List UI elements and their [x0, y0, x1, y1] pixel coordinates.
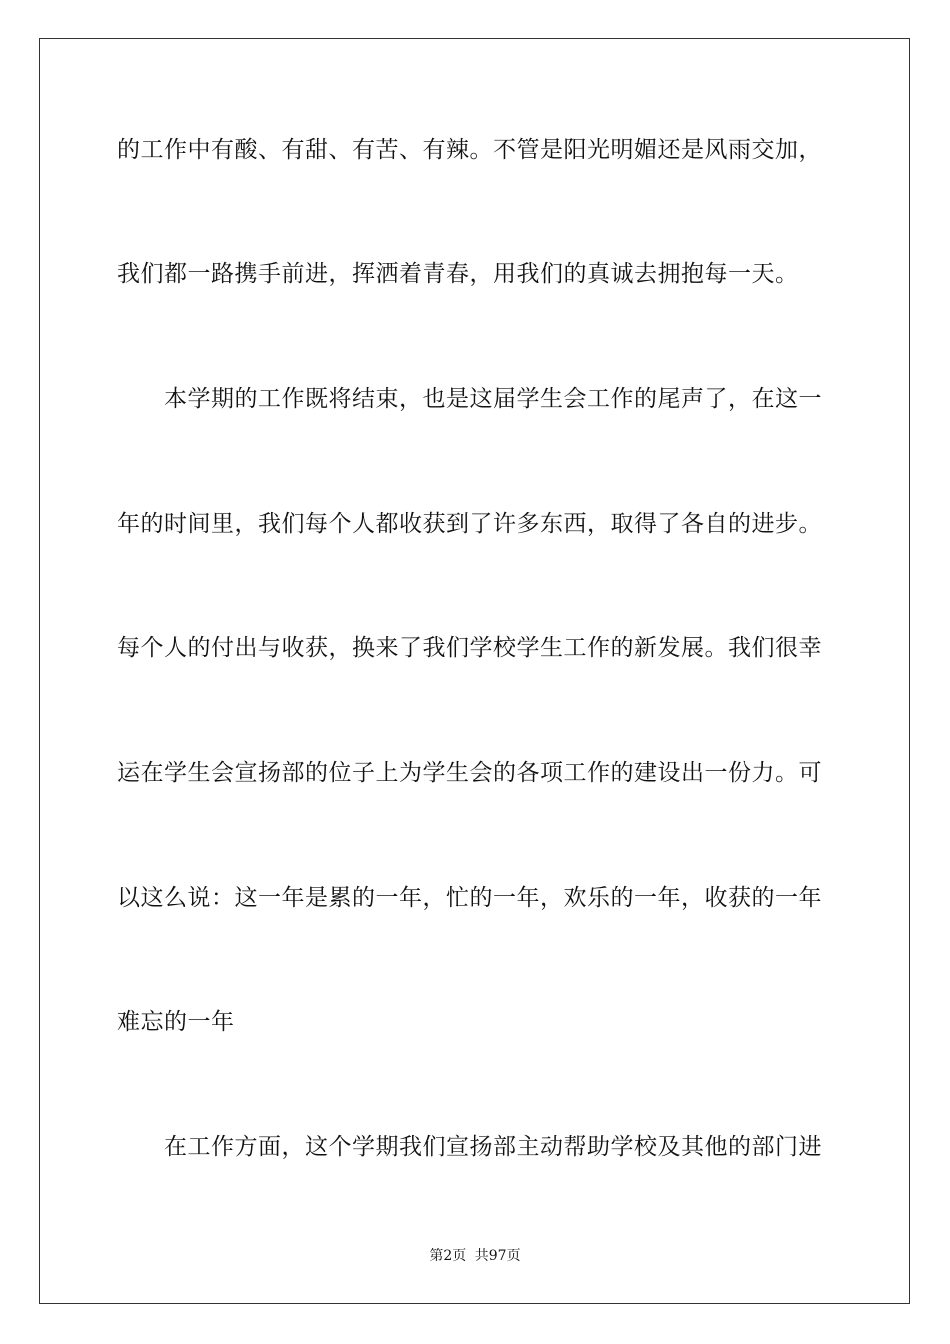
- page-frame: [39, 38, 910, 1304]
- text-line-6: 运在学生会宣扬部的位子上为学生会的各项工作的建设出一份力。可: [117, 760, 822, 786]
- text-line-7: 以这么说：这一年是累的一年，忙的一年，欢乐的一年，收获的一年: [117, 885, 822, 911]
- page-footer: [0, 1247, 950, 1265]
- text-line-4: 年的时间里，我们每个人都收获到了许多东西，取得了各自的进步。: [117, 511, 822, 537]
- page-number: 第2页: [429, 1248, 467, 1264]
- text-line-5: 每个人的付出与收获，换来了我们学校学生工作的新发展。我们很幸: [117, 635, 822, 661]
- text-line-9: 在工作方面，这个学期我们宣扬部主动帮助学校及其他的部门进: [164, 1134, 822, 1160]
- text-line-2: 我们都一路携手前进，挥洒着青春，用我们的真诚去拥抱每一天。: [117, 261, 799, 287]
- text-line-1: 的工作中有酸、有甜、有苦、有辣。不管是阳光明媚还是风雨交加，: [117, 137, 822, 163]
- text-line-8: 难忘的一年: [117, 1009, 235, 1035]
- page-total: 共97页: [474, 1248, 521, 1264]
- text-line-3: 本学期的工作既将结束，也是这届学生会工作的尾声了，在这一: [164, 386, 822, 412]
